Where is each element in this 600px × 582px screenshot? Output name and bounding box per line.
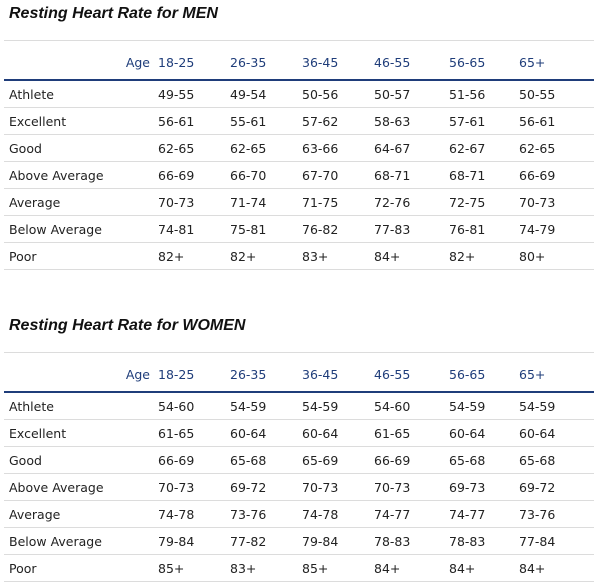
heart-rate-range-cell: 56-61 <box>519 108 594 135</box>
heart-rate-range-cell: 64-67 <box>374 135 449 162</box>
table-row <box>4 420 594 447</box>
heart-rate-range-cell: 60-64 <box>449 420 519 447</box>
heart-rate-range-cell: 65-68 <box>519 447 594 474</box>
heart-rate-range-cell: 54-59 <box>449 392 519 420</box>
heart-rate-range-cell: 80+ <box>519 243 594 270</box>
table-row <box>4 392 594 420</box>
heart-rate-range-cell: 66-69 <box>519 162 594 189</box>
heart-rate-range-cell: 54-59 <box>230 392 302 420</box>
heart-rate-range-cell: 74-78 <box>158 501 230 528</box>
heart-rate-range-cell: 84+ <box>374 243 449 270</box>
category-label: Below Average <box>4 216 158 243</box>
category-label: Average <box>4 501 158 528</box>
heart-rate-range-cell: 83+ <box>302 243 374 270</box>
age-group-header: 46-55 <box>374 41 449 80</box>
age-group-header: 36-45 <box>302 353 374 392</box>
heart-rate-range-cell: 77-82 <box>230 528 302 555</box>
age-group-header: 26-35 <box>230 41 302 80</box>
women-table-title: Resting Heart Rate for WOMEN <box>9 317 246 334</box>
heart-rate-range-cell: 77-84 <box>519 528 594 555</box>
heart-rate-range-cell: 49-55 <box>158 80 230 108</box>
heart-rate-range-cell: 68-71 <box>374 162 449 189</box>
category-label: Excellent <box>4 420 158 447</box>
table-row <box>4 135 594 162</box>
table-row <box>4 189 594 216</box>
table-row <box>4 216 594 243</box>
heart-rate-range-cell: 61-65 <box>158 420 230 447</box>
table-row <box>4 528 594 555</box>
heart-rate-range-cell: 82+ <box>230 243 302 270</box>
heart-rate-range-cell: 70-73 <box>302 474 374 501</box>
heart-rate-range-cell: 66-69 <box>158 162 230 189</box>
heart-rate-range-cell: 74-77 <box>449 501 519 528</box>
men-header-row <box>4 41 594 80</box>
age-group-header: 65+ <box>519 353 594 392</box>
heart-rate-range-cell: 57-62 <box>302 108 374 135</box>
heart-rate-range-cell: 58-63 <box>374 108 449 135</box>
category-label: Average <box>4 189 158 216</box>
heart-rate-range-cell: 70-73 <box>374 474 449 501</box>
heart-rate-range-cell: 77-83 <box>374 216 449 243</box>
women-header-row <box>4 353 594 392</box>
category-label: Athlete <box>4 80 158 108</box>
age-label: Age <box>4 353 158 392</box>
heart-rate-range-cell: 85+ <box>302 555 374 582</box>
heart-rate-range-cell: 60-64 <box>230 420 302 447</box>
heart-rate-range-cell: 54-59 <box>519 392 594 420</box>
table-row <box>4 501 594 528</box>
heart-rate-range-cell: 50-56 <box>302 80 374 108</box>
heart-rate-range-cell: 76-82 <box>302 216 374 243</box>
heart-rate-range-cell: 72-76 <box>374 189 449 216</box>
category-label: Athlete <box>4 392 158 420</box>
heart-rate-range-cell: 50-55 <box>519 80 594 108</box>
table-row <box>4 555 594 582</box>
heart-rate-range-cell: 62-65 <box>519 135 594 162</box>
heart-rate-range-cell: 55-61 <box>230 108 302 135</box>
heart-rate-range-cell: 65-68 <box>230 447 302 474</box>
category-label: Below Average <box>4 528 158 555</box>
heart-rate-range-cell: 71-75 <box>302 189 374 216</box>
heart-rate-range-cell: 56-61 <box>158 108 230 135</box>
heart-rate-range-cell: 74-77 <box>374 501 449 528</box>
category-label: Above Average <box>4 474 158 501</box>
age-label: Age <box>4 41 158 80</box>
table-row <box>4 80 594 108</box>
heart-rate-range-cell: 66-70 <box>230 162 302 189</box>
heart-rate-range-cell: 70-73 <box>158 474 230 501</box>
heart-rate-range-cell: 69-73 <box>449 474 519 501</box>
heart-rate-range-cell: 65-68 <box>449 447 519 474</box>
heart-rate-range-cell: 84+ <box>519 555 594 582</box>
category-label: Good <box>4 447 158 474</box>
heart-rate-range-cell: 62-65 <box>230 135 302 162</box>
heart-rate-range-cell: 82+ <box>449 243 519 270</box>
heart-rate-range-cell: 68-71 <box>449 162 519 189</box>
category-label: Poor <box>4 243 158 270</box>
heart-rate-range-cell: 61-65 <box>374 420 449 447</box>
heart-rate-range-cell: 74-79 <box>519 216 594 243</box>
category-label: Excellent <box>4 108 158 135</box>
category-label: Poor <box>4 555 158 582</box>
heart-rate-range-cell: 62-65 <box>158 135 230 162</box>
heart-rate-range-cell: 60-64 <box>519 420 594 447</box>
heart-rate-range-cell: 76-81 <box>449 216 519 243</box>
heart-rate-range-cell: 79-84 <box>302 528 374 555</box>
age-group-header: 36-45 <box>302 41 374 80</box>
age-group-header: 46-55 <box>374 353 449 392</box>
heart-rate-range-cell: 73-76 <box>230 501 302 528</box>
heart-rate-range-cell: 66-69 <box>374 447 449 474</box>
heart-rate-range-cell: 54-60 <box>158 392 230 420</box>
heart-rate-range-cell: 57-61 <box>449 108 519 135</box>
heart-rate-range-cell: 62-67 <box>449 135 519 162</box>
heart-rate-range-cell: 84+ <box>374 555 449 582</box>
heart-rate-range-cell: 82+ <box>158 243 230 270</box>
age-group-header: 65+ <box>519 41 594 80</box>
age-group-header: 18-25 <box>158 353 230 392</box>
heart-rate-range-cell: 70-73 <box>158 189 230 216</box>
category-label: Above Average <box>4 162 158 189</box>
heart-rate-range-cell: 71-74 <box>230 189 302 216</box>
heart-rate-range-cell: 79-84 <box>158 528 230 555</box>
heart-rate-range-cell: 83+ <box>230 555 302 582</box>
heart-rate-range-cell: 74-78 <box>302 501 374 528</box>
men-heart-rate-table <box>4 40 594 270</box>
heart-rate-range-cell: 73-76 <box>519 501 594 528</box>
heart-rate-range-cell: 84+ <box>449 555 519 582</box>
heart-rate-range-cell: 54-59 <box>302 392 374 420</box>
heart-rate-range-cell: 63-66 <box>302 135 374 162</box>
women-heart-rate-table <box>4 352 594 582</box>
table-row <box>4 243 594 270</box>
age-group-header: 56-65 <box>449 41 519 80</box>
table-row <box>4 474 594 501</box>
heart-rate-range-cell: 67-70 <box>302 162 374 189</box>
age-group-header: 18-25 <box>158 41 230 80</box>
heart-rate-range-cell: 50-57 <box>374 80 449 108</box>
table-row <box>4 162 594 189</box>
heart-rate-range-cell: 72-75 <box>449 189 519 216</box>
men-table-title: Resting Heart Rate for MEN <box>9 5 218 22</box>
heart-rate-range-cell: 85+ <box>158 555 230 582</box>
heart-rate-range-cell: 74-81 <box>158 216 230 243</box>
age-group-header: 56-65 <box>449 353 519 392</box>
heart-rate-range-cell: 78-83 <box>374 528 449 555</box>
heart-rate-range-cell: 69-72 <box>519 474 594 501</box>
heart-rate-range-cell: 78-83 <box>449 528 519 555</box>
heart-rate-range-cell: 65-69 <box>302 447 374 474</box>
table-row <box>4 447 594 474</box>
category-label: Good <box>4 135 158 162</box>
table-row <box>4 108 594 135</box>
heart-rate-range-cell: 51-56 <box>449 80 519 108</box>
heart-rate-range-cell: 75-81 <box>230 216 302 243</box>
heart-rate-range-cell: 66-69 <box>158 447 230 474</box>
heart-rate-range-cell: 54-60 <box>374 392 449 420</box>
heart-rate-range-cell: 60-64 <box>302 420 374 447</box>
heart-rate-range-cell: 69-72 <box>230 474 302 501</box>
age-group-header: 26-35 <box>230 353 302 392</box>
heart-rate-range-cell: 70-73 <box>519 189 594 216</box>
heart-rate-range-cell: 49-54 <box>230 80 302 108</box>
